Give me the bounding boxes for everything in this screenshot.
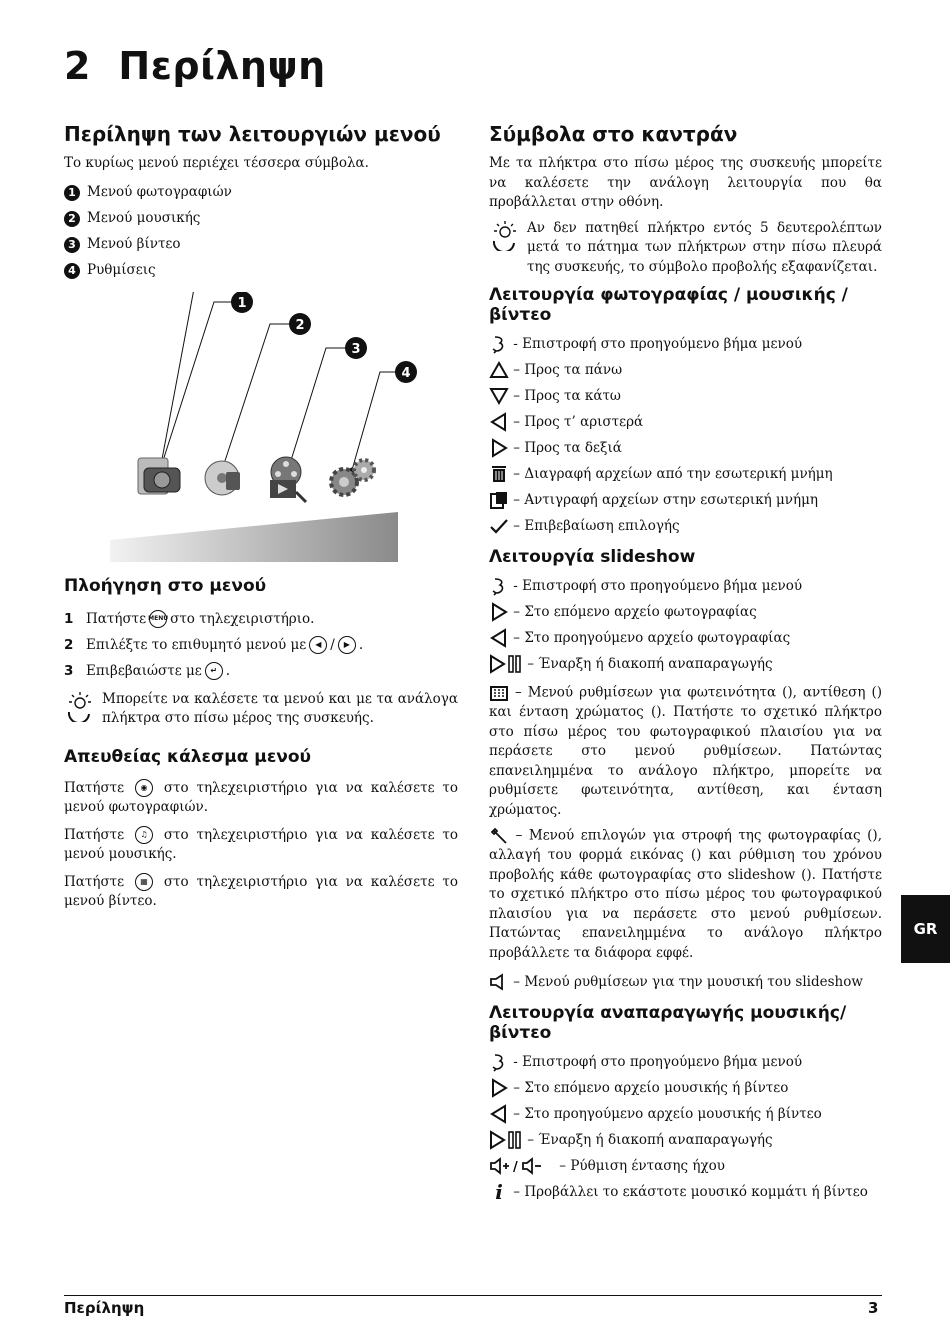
slideshow-settings-text: – Μενού ρυθμίσεων για φωτεινότητα (), αντίθεση () και ένταση χρώματος (). Πατήστε το σχετικό πλήκτρο στο πίσω μέρος του φωτογραφικού πλαισίου για να περάσετε στο μενού ρυθμίσεων. Πατώντας επανειλημμένα το ανάλογο πλήκτρο, μπορείτε να ρυθμίσετε φωτεινότητα, αντίθεση, και ένταση χρώματος. (489, 684, 882, 818)
slideshow-heading: Λειτουργία slideshow (489, 547, 696, 567)
list-item: – Στο επόμενο αρχείο φωτογραφίας (489, 599, 882, 625)
list-item: – Στο προηγούμενο αρχείο μουσικής ή βίντεο (489, 1101, 882, 1127)
left-column (64, 120, 458, 912)
svg-text:1: 1 (237, 295, 247, 311)
callout-4 (350, 361, 418, 473)
photo-menu-icon (138, 458, 180, 494)
list-item: – Προς τ’ αριστερά (489, 409, 882, 435)
list-item: – Έναρξη ή διακοπή αναπαραγωγής (489, 651, 882, 677)
step-text: Επιλέξτε το επιθυμητό μενού με (86, 636, 307, 653)
photo-button-icon: ◉ (135, 779, 153, 797)
list-item-label: Μενού μουσικής (87, 210, 201, 226)
right-icon (489, 1078, 509, 1098)
slideshow-options-text: – Μενού επιλογών για στροφή της φωτογραφίας (), αλλαγή του φορμά εικόνας () και ρύθμιση του χρόνου προβολής κάθε φωτογραφίας στο slideshow (). Πατήστε το σχετικό πλήκτρο στο πίσω μέρος του φωτογραφικού πλαισίου για να περάσετε στο μενού ρυθμίσεων. Πατώντας επανειλημμένα το ανάλογο πλήκτρο προβάλλετε τα διάφορα εφφέ. (489, 827, 882, 961)
tools-icon (489, 826, 509, 846)
menu-overview-heading: Περίληψη των λειτουργιών μενού (64, 122, 441, 146)
list-item: - Επιστροφή στο προηγούμενο βήμα μενού (489, 1049, 882, 1075)
callout-3 (286, 337, 368, 473)
video-menu-icon (270, 457, 306, 502)
up-icon (489, 360, 509, 380)
list-item-label: Μενού φωτογραφιών (87, 184, 232, 200)
menu-overview-intro: Το κυρίως μενού περιέχει τέσσερα σύμβολα. (64, 155, 369, 171)
navigation-heading: Πλοήγηση στο μενού (64, 575, 267, 596)
symbols-heading: Σύμβολα στο καντράν (489, 122, 738, 146)
footer-divider (64, 1295, 882, 1296)
svg-text:3: 3 (351, 341, 361, 357)
step-text: . (225, 662, 231, 679)
trash-icon (489, 464, 509, 484)
step-text: Επιβεβαιώστε με (86, 662, 202, 679)
number-badge: 2 (64, 211, 80, 227)
direct-call-line: Πατήστε ◉ στο τηλεχειριστήριο για να καλέσετε το μενού φωτογραφιών. (64, 779, 459, 815)
list-item: – Διαγραφή αρχείων από την εσωτερική μνήμη (489, 461, 882, 487)
back-icon (489, 334, 509, 354)
step-row: 2 Επιλέξτε το επιθυμητό μενού με ◀ / ▶ . (64, 636, 364, 653)
list-item: – Προς τα δεξιά (489, 435, 882, 461)
right-icon (489, 438, 509, 458)
menu-items-list (64, 180, 458, 284)
chapter-heading (64, 44, 326, 88)
chapter-number: 2 (64, 44, 91, 88)
navigation-steps (64, 606, 458, 684)
tip-box (64, 690, 458, 729)
direct-call-line: Πατήστε ▦ στο τηλεχειριστήριο για να καλέσετε το μενού βίντεο. (64, 873, 459, 909)
tip-text: Μπορείτε να καλέσετε τα μενού και με τα ανάλογα πλήκτρα στο πίσω μέρος της συσκευής. (102, 690, 458, 726)
left-icon (489, 1104, 509, 1124)
list-item: - Επιστροφή στο προηγούμενο βήμα μενού (489, 331, 882, 357)
list-item: – Προς τα πάνω (489, 357, 882, 383)
tip-text: Αν δεν πατηθεί πλήκτρο εντός 5 δευτερολέπτων μετά το πάτημα των πλήκτρων στην πίσω πλευρά της συσκευής, το σύμβολο προβολής εξαφανίζεται. (527, 219, 882, 275)
list-item: – Προς τα κάτω (489, 383, 882, 409)
chapter-title: Περίληψη (118, 44, 326, 88)
play-pause-icon (489, 654, 523, 674)
play-pause-icon (489, 1130, 523, 1150)
back-icon (489, 576, 509, 596)
video-button-icon: ▦ (135, 873, 153, 891)
lightbulb-icon (64, 690, 96, 722)
list-item: – Μενού ρυθμίσεων για την μουσική του slideshow (489, 969, 882, 995)
symbols-intro: Με τα πλήκτρα στο πίσω μέρος της συσκευής μπορείτε να καλέσετε την ανάλογη λειτουργία που θα προβάλλεται στην οθόνη. (489, 155, 882, 210)
settings-menu-icon (331, 460, 374, 495)
music-menu-icon (205, 461, 240, 495)
page-number: 3 (868, 1299, 879, 1317)
svg-text:/: / (513, 1160, 518, 1175)
callout-2 (220, 313, 312, 473)
svg-text:4: 4 (401, 365, 411, 381)
footer-title: Περίληψη (64, 1299, 145, 1317)
list-item: – Επιβεβαίωση επιλογής (489, 513, 882, 539)
list-item: – Στο επόμενο αρχείο μουσικής ή βίντεο (489, 1075, 882, 1101)
arrow-right-button-icon: ▶ (338, 636, 356, 654)
right-column (489, 120, 882, 1205)
arrow-left-button-icon: ◀ (309, 636, 327, 654)
callout-1 (158, 292, 254, 473)
list-item: – Αντιγραφή αρχείων στην εσωτερική μνήμη (489, 487, 882, 513)
step-row (64, 658, 458, 684)
list-item: - Επιστροφή στο προηγούμενο βήμα μενού (489, 573, 882, 599)
music-mode-list (489, 1049, 882, 1205)
direct-call-heading: Απευθείας κάλεσμα μενού (64, 746, 312, 767)
list-item-label: Ρυθμίσεις (87, 262, 156, 278)
left-icon (489, 412, 509, 432)
step-text: Πατήστε (86, 610, 147, 627)
list-item-label: Μενού βίντεο (87, 236, 181, 252)
slideshow-list (489, 573, 882, 677)
back-icon (489, 1052, 509, 1072)
number-badge: 3 (64, 237, 80, 253)
step-number: 2 (64, 636, 74, 653)
svg-text:2: 2 (295, 317, 305, 333)
step-row (64, 606, 458, 632)
volume-icon (489, 1156, 555, 1176)
info-icon: i (495, 1179, 503, 1204)
music-mode-heading: Λειτουργία αναπαραγωγής μουσικής/ βίντεο (489, 1003, 847, 1043)
list-item (64, 206, 458, 232)
speaker-icon (489, 972, 509, 992)
left-icon (489, 628, 509, 648)
step-number: 1 (64, 610, 74, 627)
check-icon (489, 516, 509, 536)
settings-grid-icon (489, 683, 509, 703)
down-icon (489, 386, 509, 406)
lightbulb-icon (489, 219, 521, 251)
direct-call-line: Πατήστε ♫ στο τηλεχειριστήριο για να καλέσετε το μενού μουσικής. (64, 826, 459, 862)
copy-icon (489, 490, 509, 510)
list-item: / – Ρύθμιση έντασης ήχου (489, 1153, 882, 1179)
menu-bar-shadow (110, 512, 398, 562)
list-item: – Έναρξη ή διακοπή αναπαραγωγής (489, 1127, 882, 1153)
enter-button-icon: ↵ (205, 662, 223, 680)
music-button-icon: ♫ (135, 826, 153, 844)
main-menu-illustration (64, 292, 458, 562)
list-item: – Στο προηγούμενο αρχείο φωτογραφίας (489, 625, 882, 651)
step-number: 3 (64, 662, 74, 679)
photo-mode-list (489, 331, 882, 539)
right-icon (489, 602, 509, 622)
step-text: στο τηλεχειριστήριο. (170, 610, 315, 627)
photo-mode-heading: Λειτουργία φωτογραφίας / μουσικής / βίντεο (489, 285, 848, 325)
list-item (64, 180, 458, 206)
tip-box (489, 219, 882, 278)
list-item: i – Προβάλλει το εκάστοτε μουσικό κομμάτι ή βίντεο (489, 1179, 882, 1205)
number-badge: 1 (64, 185, 80, 201)
menu-button-icon: MENU (149, 610, 167, 628)
number-badge: 4 (64, 263, 80, 279)
language-tab: GR (901, 895, 950, 963)
step-text: . (358, 636, 364, 653)
list-item (64, 258, 458, 284)
list-item (64, 232, 458, 258)
